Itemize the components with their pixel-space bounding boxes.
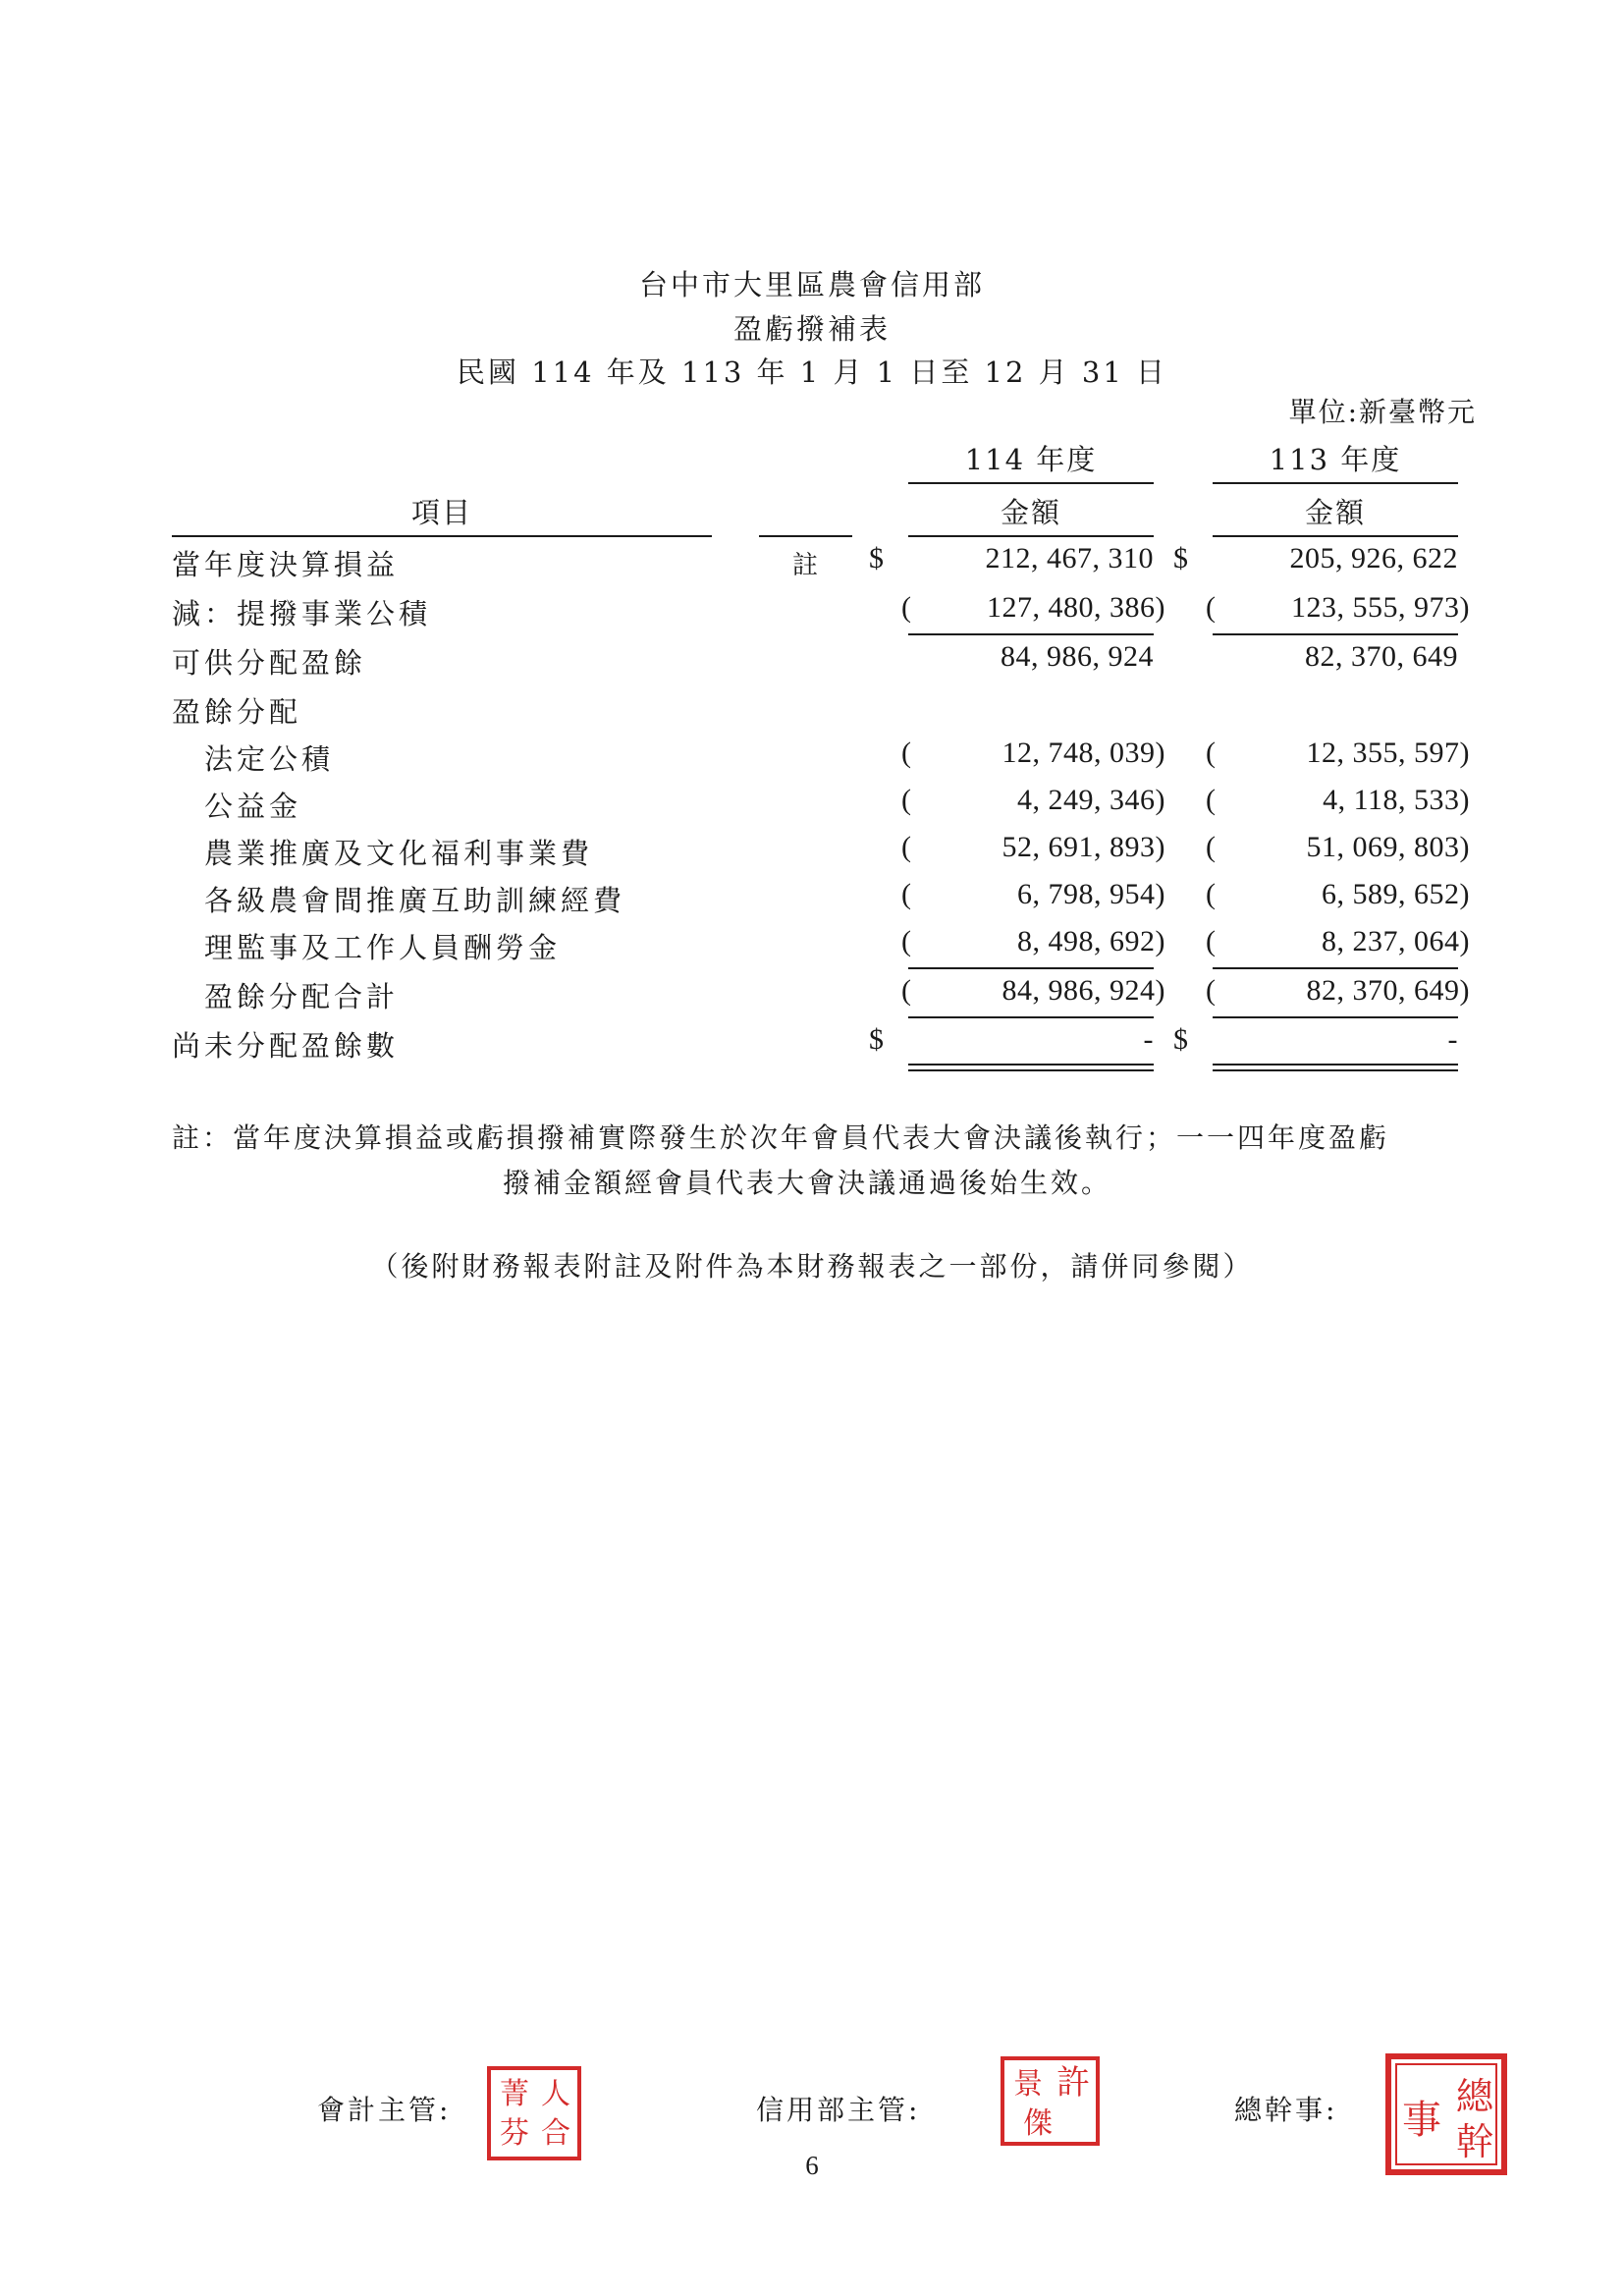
credit-signature-label: 信用部主管: — [756, 2094, 921, 2126]
seal-char: 總 — [1455, 2075, 1494, 2118]
row-value-113: 6, 589, 652) — [1322, 878, 1470, 910]
row-label: 各級農會間推廣互助訓練經費 — [204, 884, 626, 917]
paren-open: ( — [1206, 784, 1216, 816]
page-number: 6 — [805, 2151, 819, 2180]
attached-notice: （後附財務報表附註及附件為本財務報表之一部份，請併同參閱） — [370, 1250, 1254, 1283]
currency-symbol: $ — [869, 542, 884, 574]
row-label: 理監事及工作人員酬勞金 — [204, 931, 562, 964]
row-value-114: 8, 498, 692) — [1017, 925, 1165, 957]
row-value-113: 82, 370, 649 — [1305, 640, 1458, 673]
double-rule-113 — [1213, 1064, 1458, 1071]
row-value-114: 4, 249, 346) — [1017, 784, 1165, 816]
row-label: 當年度決算損益 — [172, 548, 400, 581]
currency-symbol: $ — [1173, 1023, 1188, 1056]
row-value-114: - — [1143, 1023, 1154, 1056]
row-value-113: 4, 118, 533) — [1323, 784, 1470, 816]
seal-char: 幹 — [1455, 2120, 1494, 2163]
seal-char: 許 — [1056, 2063, 1090, 2103]
currency-unit: 單位:新臺幣元 — [1288, 396, 1477, 428]
paren-open: ( — [1206, 591, 1216, 624]
row-value-113: 82, 370, 649) — [1306, 974, 1470, 1007]
row-label: 盈餘分配 — [172, 695, 302, 729]
seal-char: 景 — [1013, 2067, 1043, 2102]
credit-dept-seal — [999, 2054, 1102, 2148]
row-value-114: 127, 480, 386) — [987, 591, 1165, 624]
row-value-113: 12, 355, 597) — [1306, 737, 1470, 769]
row-value-113: 205, 926, 622 — [1289, 542, 1458, 574]
amount-114-header-rule — [908, 535, 1154, 537]
paren-open: ( — [901, 974, 911, 1007]
seal-char: 菁 — [500, 2077, 529, 2111]
subtotal-rule-114 — [908, 967, 1154, 969]
row-value-113: 8, 237, 064) — [1322, 925, 1470, 957]
currency-symbol: $ — [1173, 542, 1188, 574]
total-rule-114 — [908, 1016, 1154, 1018]
paren-open: ( — [901, 784, 911, 816]
row-value-113: 51, 069, 803) — [1306, 831, 1470, 863]
subtotal-rule-113 — [1213, 633, 1458, 635]
subtotal-rule-113 — [1213, 967, 1458, 969]
paren-open: ( — [901, 878, 911, 910]
seal-char: 事 — [1402, 2098, 1441, 2143]
col-year-113: 113 年度 — [1269, 443, 1402, 476]
accounting-seal — [485, 2064, 583, 2162]
seal-char: 人 — [541, 2077, 570, 2111]
col-amount-114: 金額 — [1000, 496, 1061, 529]
seal-char: 芬 — [500, 2116, 529, 2151]
paren-open: ( — [1206, 925, 1216, 957]
row-value-114: 12, 748, 039) — [1001, 737, 1165, 769]
paren-open: ( — [901, 925, 911, 957]
row-label: 盈餘分配合計 — [204, 980, 400, 1013]
paren-open: ( — [901, 591, 911, 624]
row-label: 農業推廣及文化福利事業費 — [204, 837, 594, 870]
accounting-signature-label: 會計主管: — [317, 2094, 452, 2126]
seal-char: 合 — [541, 2116, 570, 2151]
amount-113-header-rule — [1213, 535, 1458, 537]
col-year-114: 114 年度 — [964, 443, 1098, 476]
paren-open: ( — [1206, 974, 1216, 1007]
paren-open: ( — [1206, 831, 1216, 863]
col-amount-113: 金額 — [1304, 496, 1366, 529]
paren-open: ( — [901, 737, 911, 769]
total-rule-113 — [1213, 1016, 1458, 1018]
paren-open: ( — [1206, 878, 1216, 910]
paren-open: ( — [901, 831, 911, 863]
note-header-rule — [759, 535, 852, 537]
report-title: 盈虧撥補表 — [732, 312, 891, 346]
row-value-114: 6, 798, 954) — [1017, 878, 1165, 910]
row-label: 公益金 — [204, 790, 302, 823]
year-114-rule — [908, 482, 1154, 484]
row-label: 可供分配盈餘 — [172, 646, 367, 680]
footnote-line1: 註：當年度決算損益或虧損撥補實際發生於次年會員代表大會決議後執行；一一四年度盈虧 — [172, 1121, 1390, 1154]
subtotal-rule-114 — [908, 633, 1154, 635]
row-value-113: 123, 555, 973) — [1291, 591, 1470, 624]
org-name: 台中市大里區農會信用部 — [638, 268, 985, 301]
row-value-114: 52, 691, 893) — [1001, 831, 1165, 863]
footnote-line2: 撥補金額經會員代表大會決議通過後始生效。 — [503, 1167, 1112, 1199]
col-item: 項目 — [410, 496, 472, 529]
row-label: 減：提撥事業公積 — [172, 597, 432, 630]
item-header-rule — [172, 535, 712, 537]
row-label: 尚未分配盈餘數 — [172, 1029, 400, 1063]
seal-char: 傑 — [1023, 2106, 1053, 2141]
general-signature-label: 總幹事: — [1234, 2094, 1338, 2126]
double-rule-114 — [908, 1064, 1154, 1071]
note-mark: 註 — [792, 551, 823, 580]
row-value-114: 212, 467, 310 — [985, 542, 1154, 574]
row-value-114: 84, 986, 924) — [1001, 974, 1165, 1007]
paren-open: ( — [1206, 737, 1216, 769]
currency-symbol: $ — [869, 1023, 884, 1056]
row-label: 法定公積 — [204, 742, 335, 776]
row-value-114: 84, 986, 924 — [1001, 640, 1154, 673]
row-value-113: - — [1447, 1023, 1458, 1056]
year-113-rule — [1213, 482, 1458, 484]
report-period: 民國 114 年及 113 年 1 月 1 日至 12 月 31 日 — [456, 355, 1168, 389]
